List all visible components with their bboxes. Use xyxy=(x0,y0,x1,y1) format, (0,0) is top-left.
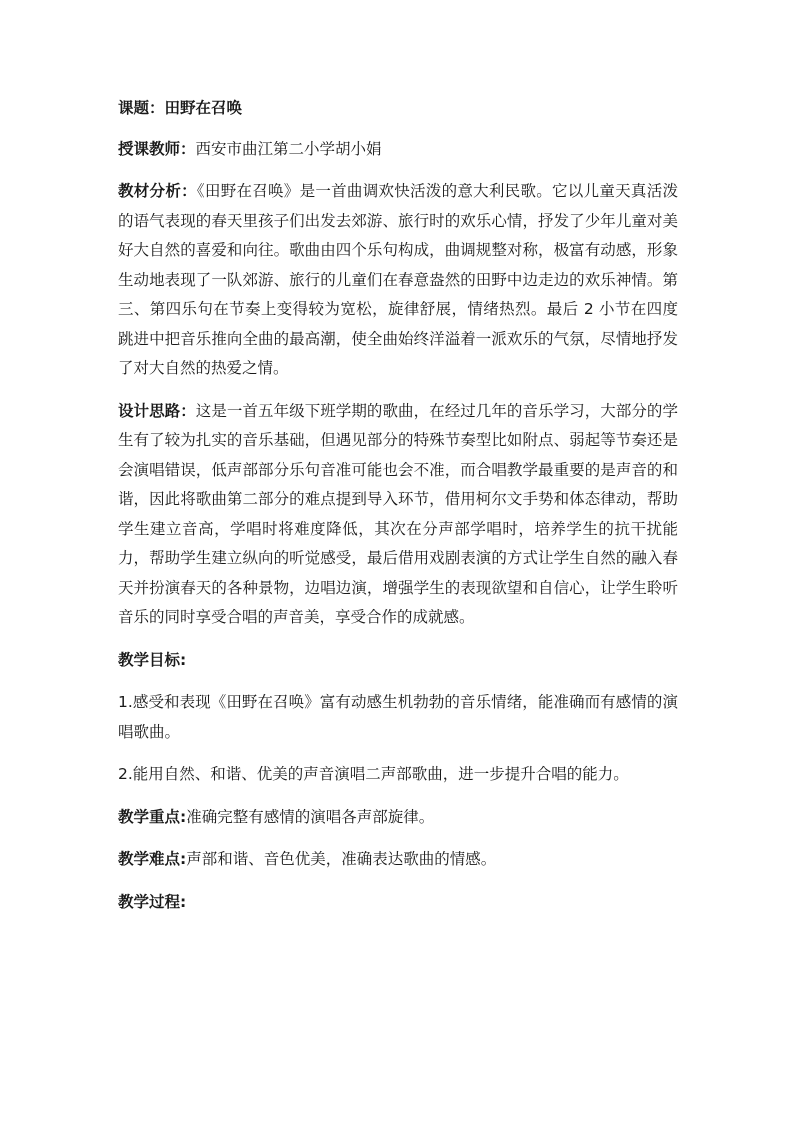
key-points-label: 教学重点: xyxy=(118,807,187,826)
teaching-goals-label: 教学目标: xyxy=(118,650,187,669)
teacher-line xyxy=(118,135,678,165)
teaching-goal-item xyxy=(118,760,678,790)
difficulties-text: 声部和谐、音色优美，准确表达歌曲的情感。 xyxy=(186,850,497,868)
lesson-plan-document xyxy=(118,94,678,930)
key-points-line xyxy=(118,803,678,833)
teaching-process-label: 教学过程: xyxy=(118,892,187,911)
teaching-process-heading xyxy=(118,888,678,918)
difficulties-line xyxy=(118,845,678,875)
material-analysis-text: 《田野在召唤》是一首曲调欢快活泼的意大利民歌。它以儿童天真活泼的语气表现的春天里孩子们出发去郊游、旅行时的欢乐心情，抒发了少年儿童对美好大自然的喜爱和向往。歌曲由四个乐句构成，曲调规整对称，极富有动感，形象生动地表现了一队郊游、旅行的儿童们在春意盎然的田野中边走边的欢乐神情。第三、第四乐句在节奏上变得较为宽松，旋律舒展，情绪热烈。最后 2 小节在四度跳进中把音乐推向全曲的最高潮，使全曲始终洋溢着一派欢乐的气氛，尽情地抒发了对大自然的热爱之情。 xyxy=(118,182,678,377)
teacher-value: 西安市曲江第二小学胡小娟 xyxy=(195,139,382,158)
key-points-text: 准确完整有感情的演唱各声部旋律。 xyxy=(186,807,435,826)
material-analysis-paragraph xyxy=(118,177,678,384)
teaching-goal-item xyxy=(118,688,678,747)
teaching-goal-text-2: 2.能用自然、和谐、优美的声音演唱二声部歌曲，进一步提升合唱的能力。 xyxy=(118,765,629,783)
lesson-title-label: 课题： xyxy=(118,99,165,117)
material-analysis-label: 教材分析： xyxy=(118,182,197,200)
difficulties-label: 教学难点: xyxy=(118,850,187,868)
teacher-label: 授课教师： xyxy=(118,139,196,158)
design-idea-text: 这是一首五年级下班学期的歌曲，在经过几年的音乐学习，大部分的学生有了较为扎实的音乐基础，但遇见部分的特殊节奏型比如附点、弱起等节奏还是会演唱错误，低声部部分乐句音准可能也会不准，而合唱教学最重要的是声音的和谐，因此将歌曲第二部分的难点提到导入环节，借用柯尔文手势和体态律动，帮助学生建立音高，学唱时将难度降低，其次在分声部学唱时，培养学生的抗干扰能力，帮助学生建立纵向的听觉感受，最后借用戏剧表演的方式让学生自然的融入春天并扮演春天的各种景物，边唱边演，增强学生的表现欲望和自信心，让学生聆听音乐的同时享受合唱的声音美，享受合作的成就感。 xyxy=(118,401,678,626)
teaching-goals-heading xyxy=(118,646,678,676)
design-idea-paragraph xyxy=(118,397,678,633)
lesson-title-value: 田野在召唤 xyxy=(164,99,243,117)
lesson-title-line xyxy=(118,94,678,124)
teaching-goal-text-1: 1.感受和表现《田野在召唤》富有动感生机勃勃的音乐情绪，能准确而有感情的演唱歌曲。 xyxy=(118,693,678,741)
design-idea-label: 设计思路： xyxy=(118,401,196,420)
